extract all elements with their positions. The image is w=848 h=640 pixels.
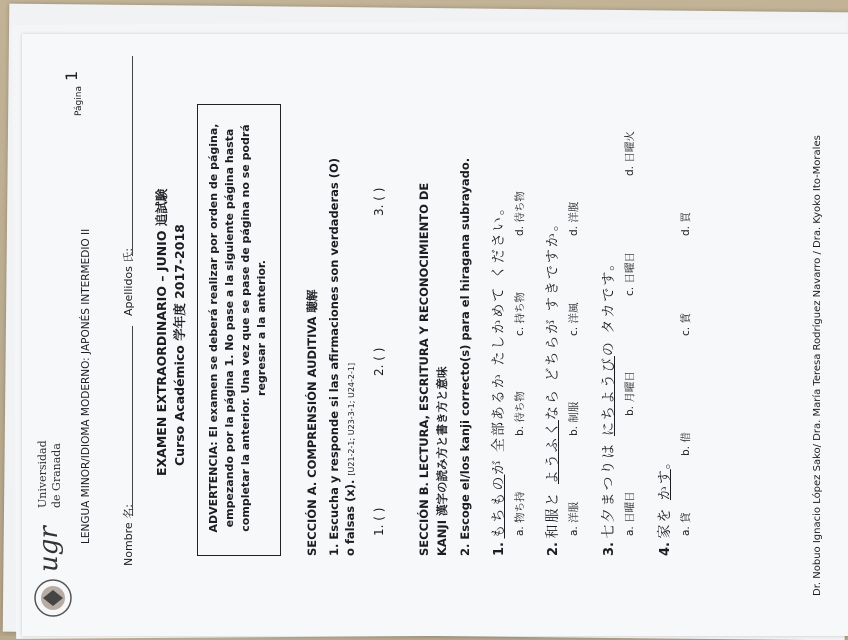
- item-sentence-post: 。: [657, 453, 673, 470]
- section-a-title: SECCIÓN A. COMPRENSIÓN AUDITIVA 聴解: [305, 289, 319, 556]
- university-name-line2: de Granada: [50, 443, 63, 508]
- section-b-subtitle: KANJI 漢字の読み方と書き方と意味: [435, 366, 449, 556]
- warning-text: ADVERTENCIA: El examen se deberá realizar por orden de página, empezando por la página 1. No pase a la siguiente página hasta completar la anterior. Una vez que se pase de página no se podrá regresar a la anterior.: [207, 123, 268, 533]
- item-sentence-post: なら どちらが すきですか。: [545, 215, 561, 421]
- option-d[interactable]: d. 洋腹: [568, 201, 580, 236]
- option-a[interactable]: a. 貸: [680, 512, 692, 536]
- university-name-line1: Universidad: [36, 440, 49, 508]
- item-sentence-post: が 全部あるか たしかめて ください。: [491, 199, 507, 475]
- item-sentence-post: の タカです。: [601, 254, 617, 357]
- option-c[interactable]: c. 洋風: [568, 302, 580, 336]
- item-sentence-pre: 家を: [657, 500, 673, 539]
- option-b[interactable]: b. 月曜日: [624, 371, 636, 416]
- option-a[interactable]: a. 物ち持: [514, 491, 526, 536]
- option-c[interactable]: c. 賃: [680, 313, 692, 336]
- exam-year: Curso Académico 学年度 2017-2018: [172, 224, 187, 466]
- exam-title: EXAMEN EXTRAORDINARIO – JUNIO 追試験: [154, 188, 169, 476]
- option-c[interactable]: c. 日曜日: [624, 252, 636, 296]
- page-label: Página: [74, 86, 84, 116]
- option-b[interactable]: b. 借: [680, 432, 692, 456]
- question-1-refs: [U21-2-1; U23-3-1; U24-2-1]: [347, 362, 356, 476]
- course-title: LENGUA MINOR/IDIOMA MODERNO: JAPONÉS INTERMEDIO II: [80, 228, 92, 544]
- answer-3-box[interactable]: 3. ( ): [372, 187, 386, 216]
- option-a[interactable]: a. 日曜日: [624, 491, 636, 536]
- question-2-text: 2. Escoge el/los kanji correcto(s) para el hiragana subrayado.: [458, 157, 472, 556]
- option-d[interactable]: d. 待ち物: [514, 191, 526, 236]
- item-number: 2.: [546, 542, 561, 556]
- page-number: 1: [62, 70, 81, 81]
- surname-label: Apellidos 氏:: [122, 247, 135, 316]
- option-b[interactable]: b. 待ち物: [514, 391, 526, 436]
- name-field[interactable]: [132, 326, 133, 516]
- option-a[interactable]: a. 洋服: [568, 501, 580, 536]
- item-underlined-word: もちもの: [491, 474, 507, 539]
- question-1-text-cont: [343, 363, 357, 556]
- exam-document: [22, 36, 848, 636]
- item-number: 4.: [658, 542, 673, 556]
- answer-2-box[interactable]: 2. ( ): [372, 347, 386, 376]
- warning-box: [197, 104, 281, 556]
- list-item: [488, 199, 508, 556]
- section-b-title: SECCIÓN B. LECTURA, ESCRITURA Y RECONOCIMIENTO DE: [417, 182, 431, 556]
- answer-1-box[interactable]: 1. ( ): [372, 507, 386, 536]
- list-item: [598, 255, 618, 556]
- question-1-text-line2: o falsas (x).: [343, 479, 357, 556]
- university-crest-icon: [32, 576, 74, 620]
- item-number: 1.: [492, 542, 507, 556]
- item-sentence-pre: 和服と: [545, 484, 561, 539]
- item-underlined-word: かす: [657, 469, 673, 501]
- item-number: 3.: [602, 542, 617, 556]
- item-sentence-pre: 七夕まつりは: [601, 436, 617, 539]
- question-1-text: 1. Escucha y responde si las afirmaciones son verdaderas (O): [327, 157, 341, 556]
- item-underlined-word: にちようび: [601, 356, 617, 437]
- exam-page: [22, 34, 848, 636]
- option-c[interactable]: c. 持ち物: [514, 292, 526, 336]
- surname-field[interactable]: [132, 56, 133, 256]
- list-item: [654, 453, 674, 556]
- option-d[interactable]: d. 買: [680, 212, 692, 236]
- list-item: [542, 215, 562, 556]
- authors-footer: Dr. Nobuo Ignacio López Sako/ Dra. María Teresa Rodríguez Navarro / Dra. Kyoko Ito-Morales: [812, 135, 823, 596]
- item-underlined-word: ようふく: [545, 420, 561, 485]
- option-b[interactable]: b. 制服: [568, 401, 580, 436]
- option-d[interactable]: d. 日曜火: [624, 131, 636, 176]
- logo-text: ugr: [34, 526, 64, 572]
- name-label: Nombre 名:: [122, 504, 135, 566]
